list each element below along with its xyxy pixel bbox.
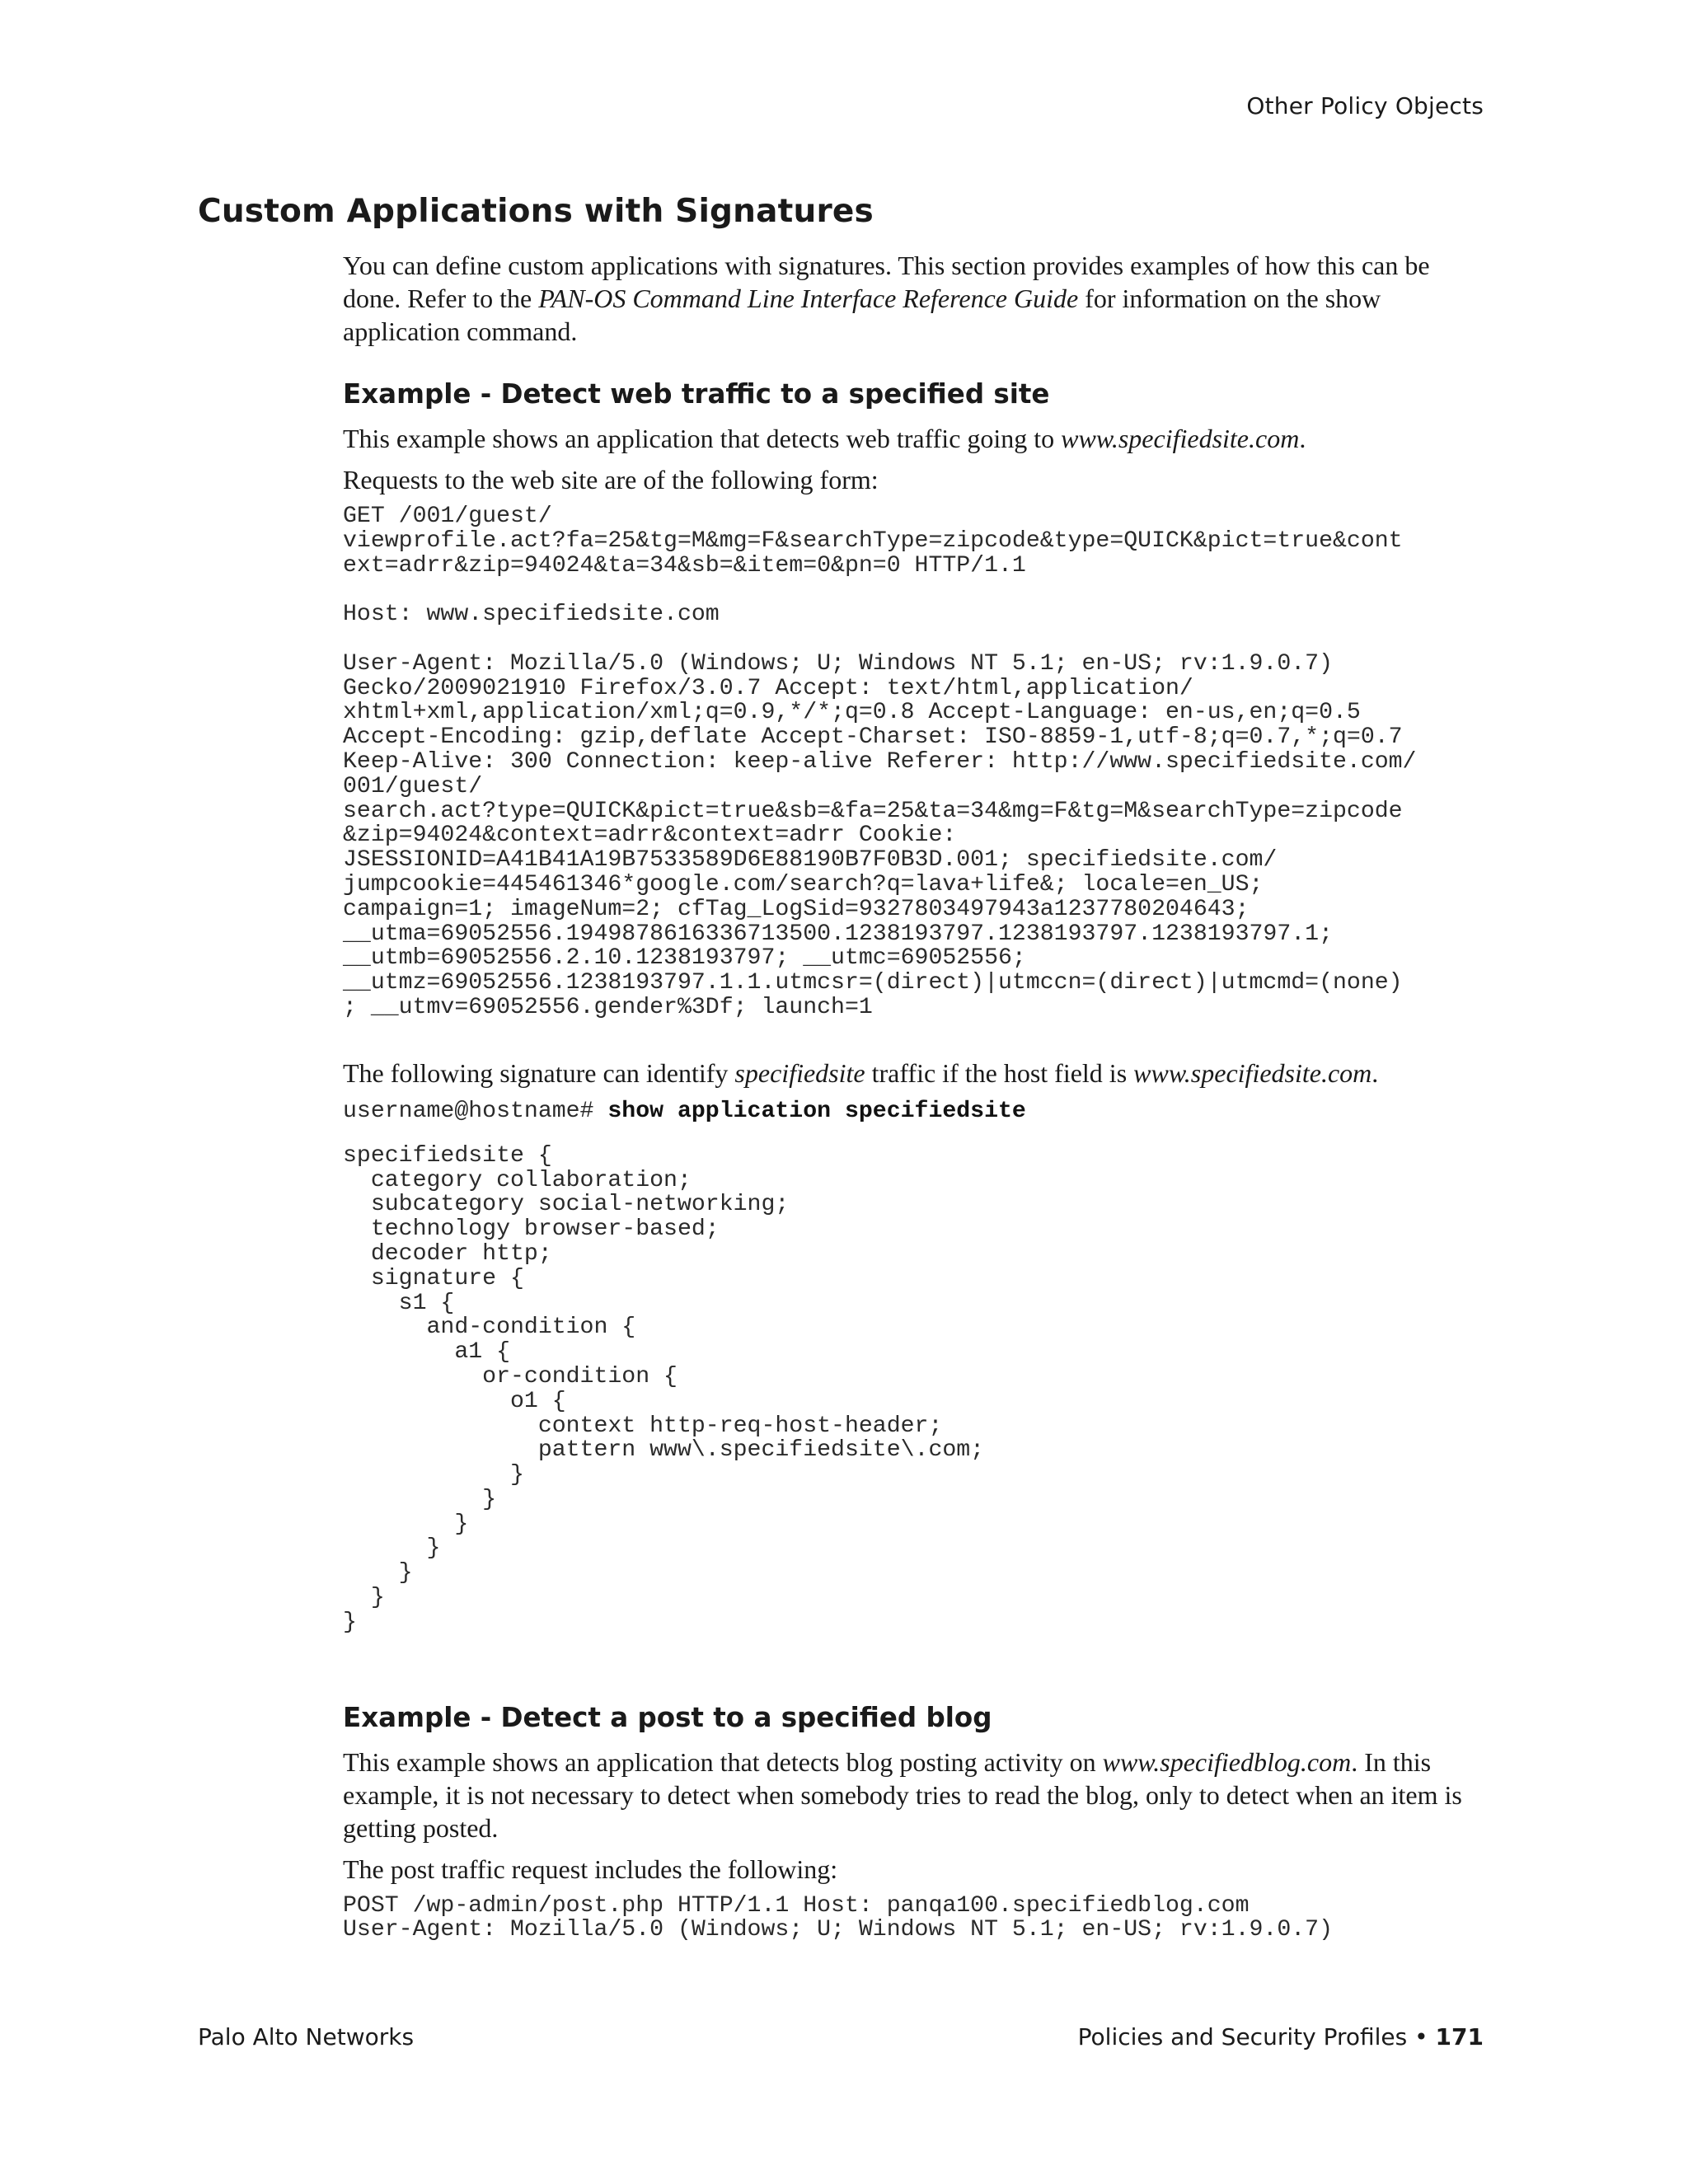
code-line: category collaboration; [343,1167,692,1193]
code-line: 001/guest/ [343,773,483,799]
code-line: search.act?type=QUICK&pict=true&sb=&fa=25&ta=34&mg=F&tg=M&searchType=zipcode [343,798,1403,824]
code-line: subcategory social-networking; [343,1192,790,1218]
intro-text-1: You can define custom applications with signatures. This section provides examples of how this can be done. Refer to the [343,251,1430,313]
intro-text-2: for information on the show application command. [343,284,1381,346]
code-line: and-condition { [343,1315,636,1341]
code-line: JSESSIONID=A41B41A19B7533589D6E88190B7F0B3D.001; specifiedsite.com/ [343,847,1278,874]
example2-heading: Example - Detect a post to a specified blog [343,1701,992,1733]
code-line: Host: www.specifiedsite.com [343,602,720,628]
code-line: a1 { [343,1339,510,1366]
footer-bullet: • [1407,2023,1436,2050]
cli-command-line [343,1099,1490,1124]
code-line: } [343,1511,469,1537]
code-line: specifiedsite { [343,1142,552,1169]
intro-paragraph [343,249,1490,348]
signature-intro [343,1057,1490,1090]
example2-site: www.specifiedblog.com [1102,1746,1352,1777]
example1-p1-text: This example shows an application that detects web traffic going to [343,424,1062,453]
cli-command: show application specifiedsite [607,1098,1026,1124]
page-title: Custom Applications with Signatures [198,193,874,230]
code-line [343,627,1490,652]
example2-paragraph-1 [343,1746,1490,1844]
signature-code [343,1144,1490,1635]
code-line: jumpcookie=445461346*google.com/search?q=lava+life&; locale=en_US; [343,871,1264,898]
example2-request-code [343,1894,1490,1943]
code-line: viewprofile.act?fa=25&tg=M&mg=F&searchType=zipcode&type=QUICK&pict=true&cont [343,527,1403,554]
code-line: Accept-Encoding: gzip,deflate Accept-Charset: ISO-8859-1,utf-8;q=0.7,*;q=0.7 [343,724,1403,751]
example1-paragraph-1 [343,422,1490,455]
code-line: } [343,1609,357,1635]
example2-paragraph-2: The post traffic request includes the following: [343,1854,838,1884]
footer-book-info [1078,2023,1484,2050]
example1-p1-end: . [1299,424,1306,453]
code-line: ; __utmv=69052556.gender%3Df; launch=1 [343,994,873,1020]
code-line: } [343,1560,413,1586]
example1-request-code [343,504,1490,1020]
code-line: GET /001/guest/ [343,504,552,529]
code-line: } [343,1535,441,1562]
code-line: } [343,1486,497,1512]
code-line: xhtml+xml,application/xml;q=0.9,*/*;q=0.8 Accept-Language: en-us,en;q=0.5 [343,700,1361,726]
page-number: 171 [1435,2023,1484,2050]
footer-book-title: Policies and Security Profiles [1077,2023,1408,2050]
code-line: decoder http; [343,1240,552,1267]
code-line: } [343,1585,385,1611]
running-header: Other Policy Objects [1246,92,1484,120]
code-line: User-Agent: Mozilla/5.0 (Windows; U; Windows NT 5.1; en-US; rv:1.9.0.7) [343,1917,1333,1943]
code-line: User-Agent: Mozilla/5.0 (Windows; U; Windows NT 5.1; en-US; rv:1.9.0.7) [343,650,1333,677]
code-line: ext=adrr&zip=94024&ta=34&sb=&item=0&pn=0 HTTP/1.1 [343,552,1026,579]
code-line: or-condition { [343,1363,678,1390]
example1-heading: Example - Detect web traffic to a specified site [343,378,1050,410]
code-line: Gecko/2009021910 Firefox/3.0.7 Accept: text/html,application/ [343,675,1193,701]
code-line: technology browser-based; [343,1216,720,1243]
code-line: __utmz=69052556.1238193797.1.1.utmcsr=(direct)|utmccn=(direct)|utmcmd=(none) [343,970,1403,996]
code-line: __utmb=69052556.2.10.1238193797; __utmc=69052556; [343,945,1026,972]
code-line: signature { [343,1265,524,1291]
sig-host: www.specifiedsite.com [1133,1057,1372,1088]
example2-p1-text: This example shows an application that detects blog posting activity on [343,1746,1103,1777]
cli-prompt: username@hostname# [343,1098,608,1124]
code-line: POST /wp-admin/post.php HTTP/1.1 Host: panqa100.specifiedblog.com [343,1892,1250,1919]
code-line: &zip=94024&context=adrr&context=adrr Cookie: [343,823,957,849]
code-line: context http-req-host-header; [343,1413,943,1439]
sig-text-1: The following signature can identify [343,1057,735,1088]
sig-text-2: traffic if the host field is [865,1057,1134,1088]
guide-title: PAN-OS Command Line Interface Reference Guide [538,284,1079,313]
code-line: o1 { [343,1388,566,1414]
code-line: campaign=1; imageNum=2; cfTag_LogSid=9327803497943a1237780204643; [343,896,1250,922]
sig-end: . [1372,1057,1379,1088]
sig-app-name: specifiedsite [734,1057,865,1088]
code-line: } [343,1462,524,1488]
code-line [343,578,1490,602]
code-line: pattern www\.specifiedsite\.com; [343,1437,985,1464]
code-line: Keep-Alive: 300 Connection: keep-alive Referer: http://www.specifiedsite.com/ [343,748,1417,775]
code-line: __utma=69052556.1949878616336713500.1238193797.1238193797.1238193797.1; [343,921,1333,947]
example1-paragraph-2: Requests to the web site are of the following form: [343,465,879,494]
example1-site: www.specifiedsite.com [1061,424,1300,453]
main-content [343,249,1490,1943]
footer-company: Palo Alto Networks [198,2023,415,2050]
example2-p1-end: . In this example, it is not necessary to detect when somebody tries to read the blog, only to detect when an item is getting posted. [343,1746,1462,1843]
code-line: s1 { [343,1290,455,1316]
